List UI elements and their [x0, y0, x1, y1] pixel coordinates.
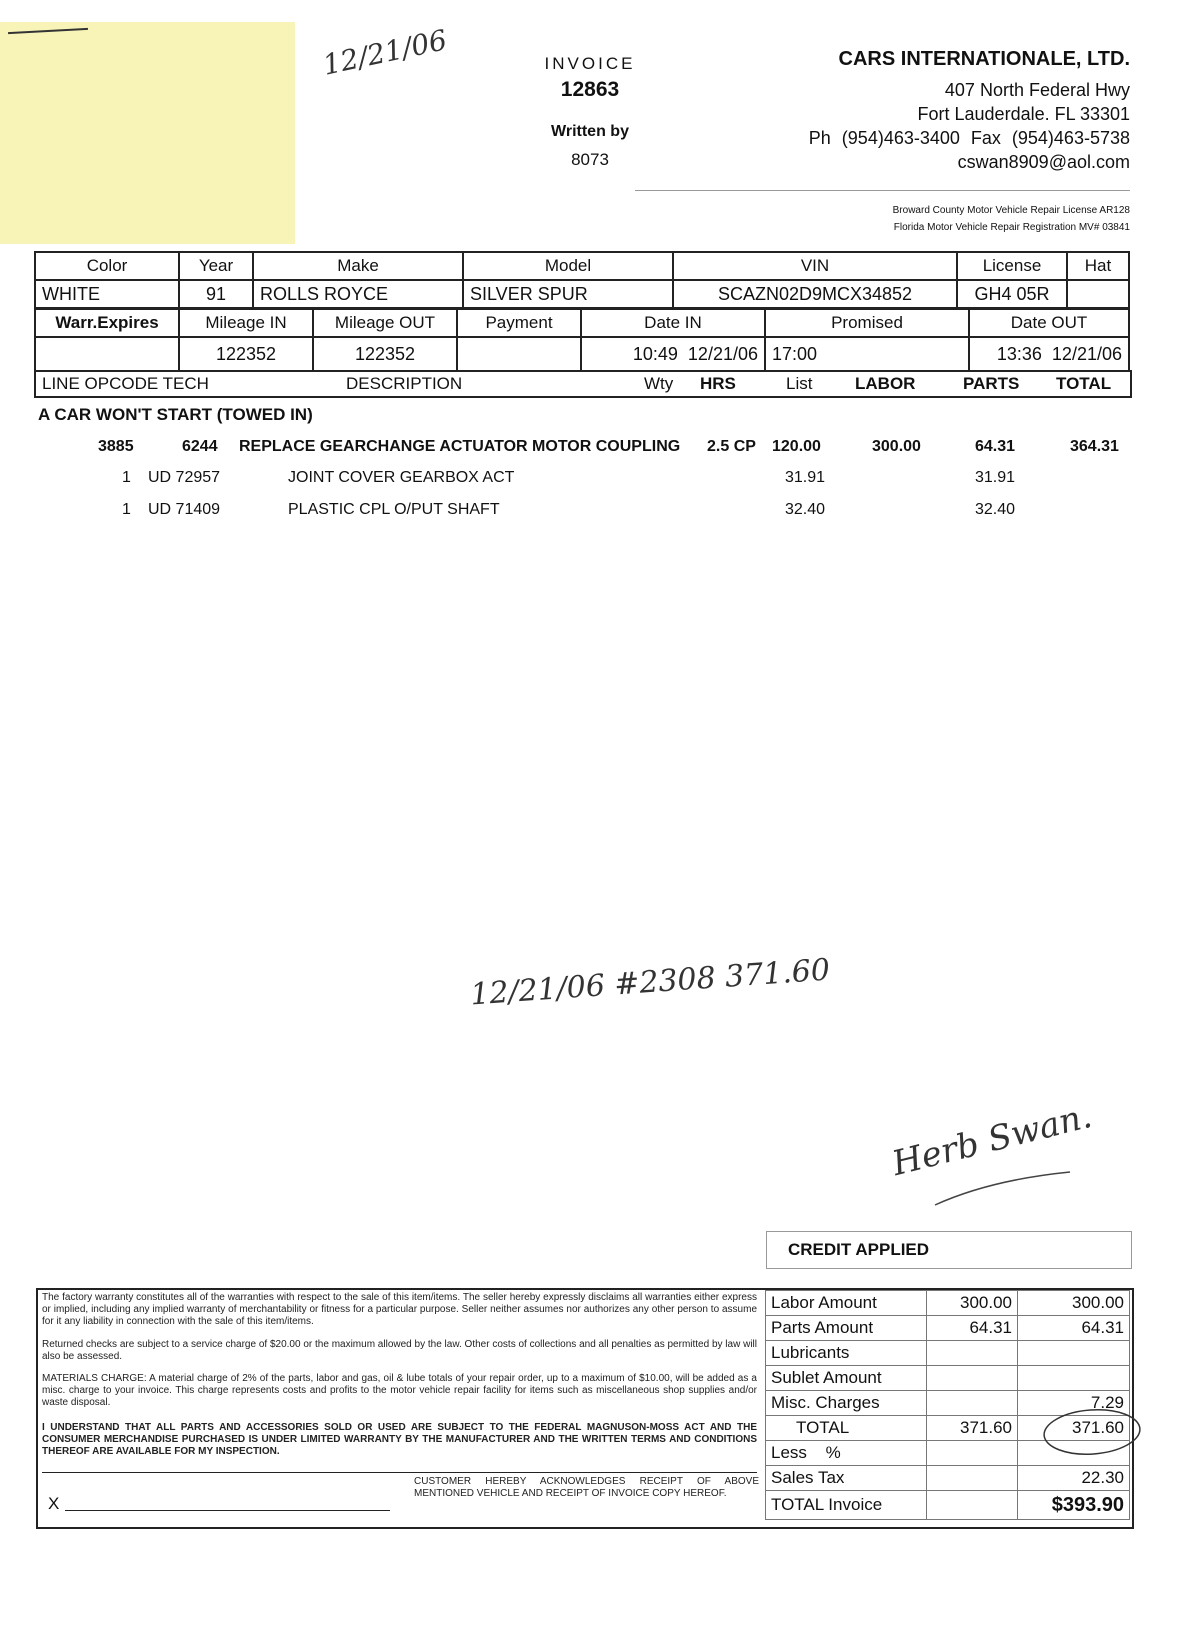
job-hrs: 2.5 CP	[707, 438, 756, 455]
complaint-line: A CAR WON'T START (TOWED IN)	[38, 405, 313, 424]
signature-x: X	[48, 1494, 60, 1513]
invoice-label: INVOICE	[544, 54, 636, 73]
credit-applied-label: CREDIT APPLIED	[788, 1240, 930, 1259]
summary-label: Misc. Charges	[766, 1391, 927, 1416]
value-year: 91	[179, 280, 253, 308]
company-email: cswan8909@aol.com	[957, 152, 1130, 172]
header-make: Make	[253, 252, 463, 280]
part-parts: 32.40	[975, 501, 1016, 518]
header-year: Year	[179, 252, 253, 280]
job-labor: 300.00	[872, 438, 921, 455]
header-mileage-out: Mileage OUT	[313, 309, 457, 337]
header-date-in: Date IN	[581, 309, 765, 337]
summary-right: 300.00	[1018, 1291, 1130, 1316]
written-by-value: 8073	[571, 150, 609, 169]
job-list: 120.00	[772, 438, 821, 455]
written-by-label: Written by	[551, 123, 629, 140]
summary-label: Sales Tax	[766, 1466, 927, 1491]
job-opcode: 6244	[182, 438, 218, 455]
summary-mid	[927, 1466, 1018, 1491]
terms-materials: MATERIALS CHARGE: A material charge of 2% of the parts, labor and gas, oil & lube totals of your repair order, up to a maximum of $10.00, will be added as a misc. charge to your invoice. This charge represents costs and profits to the motor vehicle repair facility for items such as miscellaneous shop supplies and/or waste disposal.	[42, 1373, 757, 1408]
summary-mid	[927, 1391, 1018, 1416]
value-hat	[1067, 280, 1129, 308]
summary-label: TOTAL	[766, 1416, 927, 1441]
summary-mid	[927, 1441, 1018, 1466]
col-parts: PARTS	[963, 374, 1020, 393]
header-model: Model	[463, 252, 673, 280]
header-vin: VIN	[673, 252, 957, 280]
divider	[635, 190, 1130, 191]
terms-warranty: The factory warranty constitutes all of the warranties with respect to the sale of this item/items. The seller hereby expressly disclaims all warranties either express or implied, including any implied warranty of merchantability or fitness for a particular purpose. Seller neither assumes nor authorizes any other person to assume for it any liability in connection with the sale of this item/items.	[42, 1292, 757, 1327]
col-hrs: HRS	[700, 374, 736, 393]
col-labor: LABOR	[855, 374, 916, 393]
col-total: TOTAL	[1056, 374, 1112, 393]
signature-flourish	[930, 1150, 1080, 1210]
value-payment	[457, 337, 581, 371]
summary-label: TOTAL Invoice	[766, 1491, 927, 1520]
job-description: REPLACE GEARCHANGE ACTUATOR MOTOR COUPLING	[239, 438, 681, 455]
header-promised: Promised	[765, 309, 969, 337]
license-florida: Florida Motor Vehicle Repair Registration MV# 03841	[893, 222, 1130, 233]
signature: Herb Swan.	[888, 1095, 1096, 1185]
summary-right	[1018, 1366, 1130, 1391]
signature-line	[65, 1510, 390, 1511]
summary-mid	[927, 1491, 1018, 1520]
summary-label: Less %	[766, 1441, 927, 1466]
header-color: Color	[35, 252, 179, 280]
summary-right: 64.31	[1018, 1316, 1130, 1341]
summary-label: Labor Amount	[766, 1291, 927, 1316]
summary-label: Sublet Amount	[766, 1366, 927, 1391]
part-number: UD 72957	[148, 469, 221, 486]
value-make: ROLLS ROYCE	[253, 280, 463, 308]
job-total: 364.31	[1070, 438, 1119, 455]
job-line-number: 3885	[98, 438, 134, 455]
value-date-in: 10:49 12/21/06	[581, 337, 765, 371]
value-mileage-out: 122352	[313, 337, 457, 371]
service-table	[34, 308, 1130, 372]
vehicle-table	[34, 251, 1130, 309]
col-description: DESCRIPTION	[346, 374, 463, 393]
summary-right	[1018, 1341, 1130, 1366]
job-parts: 64.31	[975, 438, 1016, 455]
part-description: JOINT COVER GEARBOX ACT	[288, 469, 515, 486]
part-list: 32.40	[785, 501, 826, 518]
value-vin: SCAZN02D9MCX34852	[673, 280, 957, 308]
col-line-opcode-tech: LINE OPCODE TECH	[42, 374, 209, 393]
value-warr-expires	[35, 337, 179, 371]
terms-returned-checks: Returned checks are subject to a service charge of $20.00 or the maximum allowed by the law. Other costs of collections and all penalties as permitted by law will also be assessed.	[42, 1339, 757, 1362]
handwritten-date: 12/21/06	[319, 23, 450, 82]
summary-mid: 371.60	[927, 1416, 1018, 1441]
company-address-1: 407 North Federal Hwy	[944, 80, 1130, 100]
part-qty: 1	[122, 501, 131, 518]
header-hat: Hat	[1067, 252, 1129, 280]
summary-right: 7.29	[1018, 1391, 1130, 1416]
company-name: CARS INTERNATIONALE, LTD.	[838, 48, 1130, 70]
license-broward: Broward County Motor Vehicle Repair License AR128	[892, 205, 1130, 216]
part-parts: 31.91	[975, 469, 1016, 486]
part-number: UD 71409	[148, 501, 221, 518]
sticky-note	[0, 22, 295, 244]
value-date-out: 13:36 12/21/06	[969, 337, 1129, 371]
summary-table	[765, 1290, 1130, 1520]
divider	[42, 1472, 757, 1473]
terms-magnuson-moss: I UNDERSTAND THAT ALL PARTS AND ACCESSORIES SOLD OR USED ARE SUBJECT TO THE FEDERAL MAGNUSON-MOSS ACT AND THE CONSUMER MERCHANDISE PURCHASED IS UNDER LIMITED WARRANTY BY THE MANUFACTURER AND THE WRITTEN TERMS AND CONDITIONS THEREOF ARE AVAILABLE FOR MY INSPECTION.	[42, 1422, 757, 1457]
terms-acknowledgement: CUSTOMER HEREBY ACKNOWLEDGES RECEIPT OF ABOVE MENTIONED VEHICLE AND RECEIPT OF INVOICE COPY HEREOF.	[414, 1476, 759, 1499]
header-date-out: Date OUT	[969, 309, 1129, 337]
value-license: GH4 05R	[957, 280, 1067, 308]
summary-right: 371.60	[1018, 1416, 1130, 1441]
total-circle-mark	[1040, 1406, 1150, 1458]
header-payment: Payment	[457, 309, 581, 337]
header-warr-expires: Warr.Expires	[35, 309, 179, 337]
summary-label: Lubricants	[766, 1341, 927, 1366]
summary-mid	[927, 1366, 1018, 1391]
part-list: 31.91	[785, 469, 826, 486]
summary-mid: 300.00	[927, 1291, 1018, 1316]
header-mileage-in: Mileage IN	[179, 309, 313, 337]
value-mileage-in: 122352	[179, 337, 313, 371]
invoice-number: 12863	[560, 78, 620, 101]
company-phone: Ph (954)463-3400 Fax (954)463-5738	[808, 128, 1130, 148]
value-color: WHITE	[35, 280, 179, 308]
summary-mid	[927, 1341, 1018, 1366]
part-description: PLASTIC CPL O/PUT SHAFT	[288, 501, 500, 518]
header-license: License	[957, 252, 1067, 280]
col-list: List	[786, 374, 813, 393]
value-promised: 17:00	[765, 337, 969, 371]
summary-mid: 64.31	[927, 1316, 1018, 1341]
handwritten-payment-note: 12/21/06 #2308 371.60	[469, 952, 832, 1013]
summary-label: Parts Amount	[766, 1316, 927, 1341]
company-address-2: Fort Lauderdale. FL 33301	[917, 104, 1130, 124]
col-wty: Wty	[644, 374, 674, 393]
summary-right: 22.30	[1018, 1466, 1130, 1491]
value-model: SILVER SPUR	[463, 280, 673, 308]
part-qty: 1	[122, 469, 131, 486]
summary-total-invoice: $393.90	[1018, 1491, 1130, 1520]
